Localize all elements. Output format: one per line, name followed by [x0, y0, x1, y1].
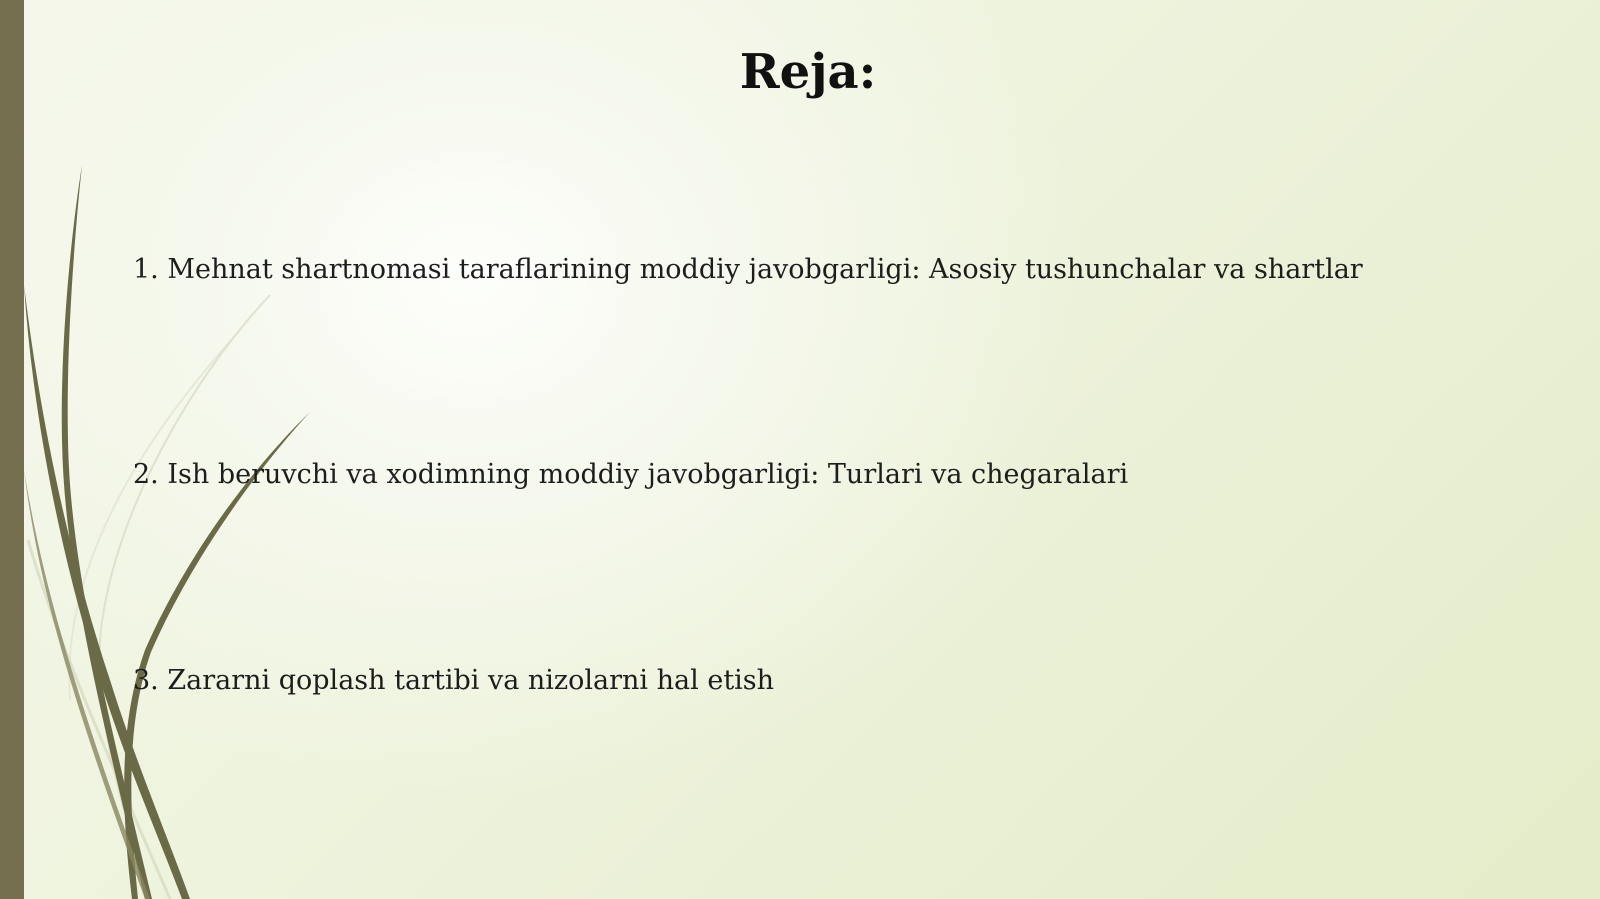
plan-item-number: 3. [133, 665, 159, 696]
slide-title: Reja: [739, 44, 877, 100]
plan-item-number: 1. [133, 254, 159, 285]
plan-item-text: Zararni qoplash tartibi va nizolarni hal etish [167, 665, 775, 696]
plan-item-1 [133, 252, 1363, 288]
plan-item-text: Ish beruvchi va xodimning moddiy javobgarligi: Turlari va chegaralari [167, 459, 1129, 490]
plan-item-3 [133, 663, 774, 699]
plan-item-number: 2. [133, 459, 159, 490]
plan-item-text: Mehnat shartnomasi taraflarining moddiy javobgarligi: Asosiy tushunchalar va shartlar [167, 254, 1363, 285]
plan-item-2 [133, 457, 1128, 493]
